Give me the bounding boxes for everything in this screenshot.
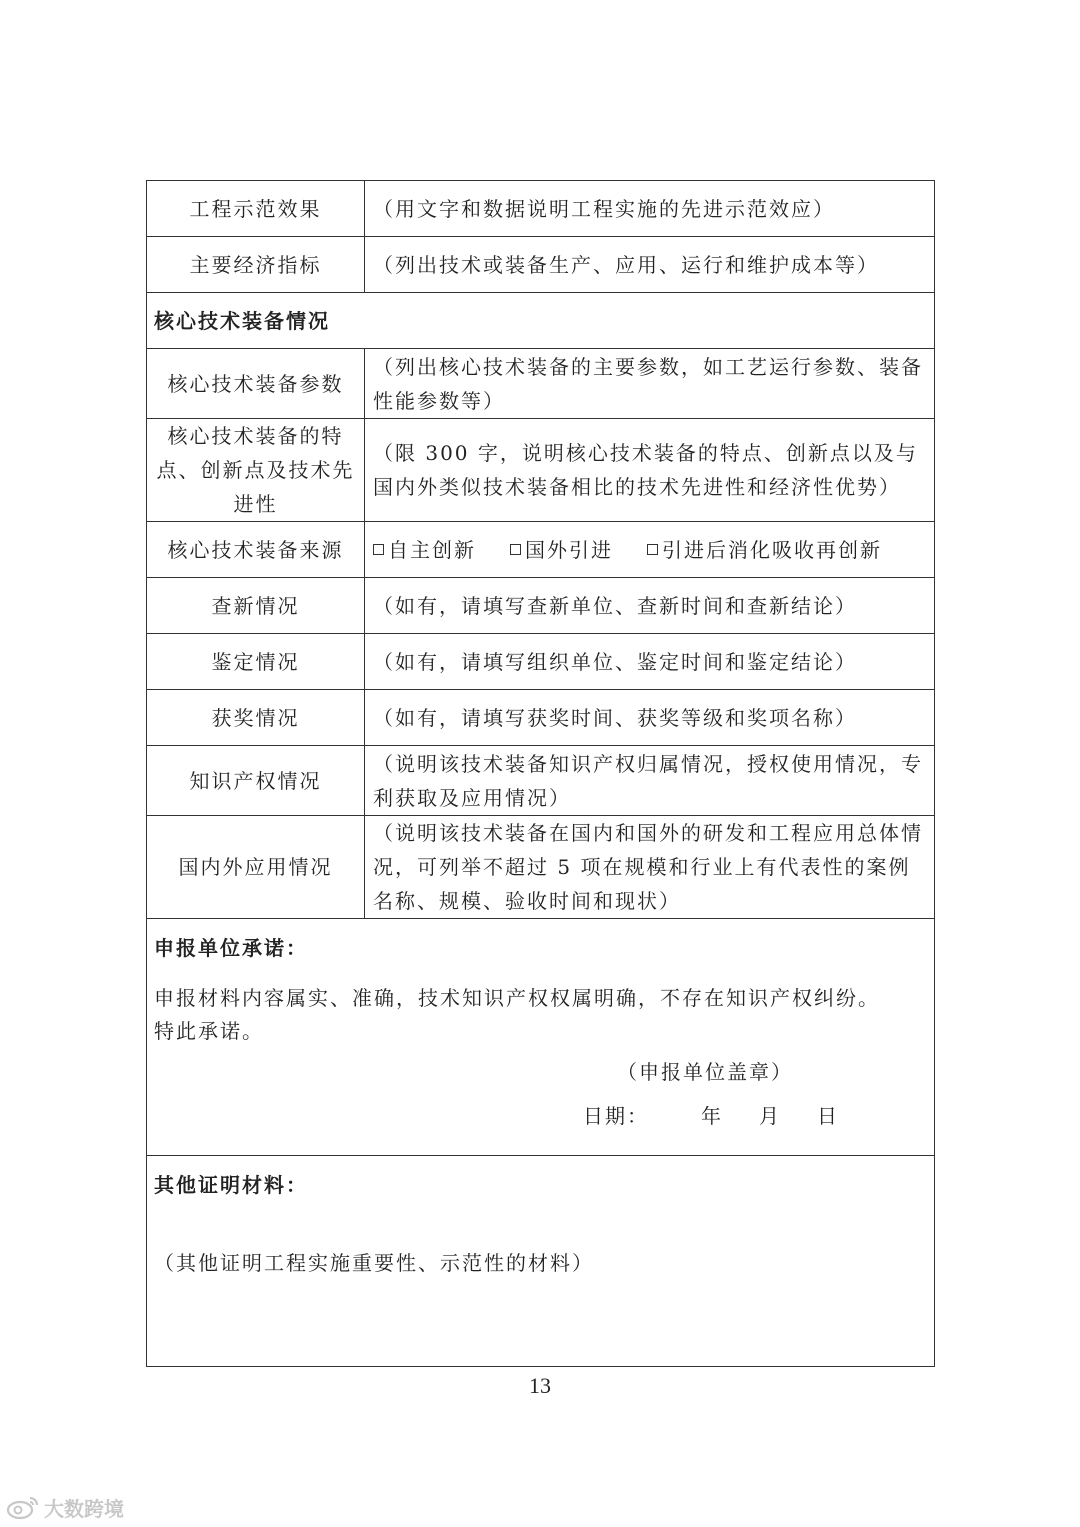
- novelty-search-value[interactable]: （如有，请填写查新单位、查新时间和查新结论）: [365, 578, 935, 634]
- date-day-label: 日: [817, 1104, 839, 1128]
- ip-label: 知识产权情况: [147, 746, 365, 816]
- application-form-table: [146, 180, 935, 1367]
- core-source-label: 核心技术装备来源: [147, 522, 365, 578]
- core-section-title: 核心技术装备情况: [147, 293, 935, 349]
- table-row: [147, 1156, 935, 1367]
- commitment-block: [147, 919, 935, 1156]
- table-row: [147, 634, 935, 690]
- source-option-reinnovation[interactable]: 引进后消化吸收再创新: [647, 538, 882, 562]
- date-field[interactable]: [583, 1099, 839, 1133]
- table-row: [147, 237, 935, 293]
- core-params-value[interactable]: （列出核心技术装备的主要参数，如工艺运行参数、装备性能参数等）: [365, 349, 935, 419]
- watermark: [6, 1492, 124, 1522]
- date-label: 日期：: [583, 1104, 649, 1128]
- core-features-value[interactable]: （限 300 字，说明核心技术装备的特点、创新点以及与国内外类似技术装备相比的技术先进性和经济性优势）: [365, 419, 935, 522]
- other-materials-block: [147, 1156, 935, 1367]
- appraisal-label: 鉴定情况: [147, 634, 365, 690]
- date-year-label: 年: [701, 1104, 723, 1128]
- ip-value[interactable]: （说明该技术装备知识产权归属情况，授权使用情况，专利获取及应用情况）: [365, 746, 935, 816]
- table-row: [147, 419, 935, 522]
- weibo-logo-icon: [6, 1494, 40, 1520]
- demo-effect-label: 工程示范效果: [147, 181, 365, 237]
- appraisal-value[interactable]: （如有，请填写组织单位、鉴定时间和鉴定结论）: [365, 634, 935, 690]
- economic-indicators-value[interactable]: （列出技术或装备生产、应用、运行和维护成本等）: [365, 237, 935, 293]
- table-row: [147, 816, 935, 919]
- core-params-label: 核心技术装备参数: [147, 349, 365, 419]
- application-value[interactable]: （说明该技术装备在国内和国外的研发和工程应用总体情况，可列举不超过 5 项在规模和行业上有代表性的案例名称、规模、验收时间和现状）: [365, 816, 935, 919]
- other-materials-title: 其他证明材料：: [154, 1173, 308, 1197]
- checkbox-icon[interactable]: [647, 544, 658, 555]
- checkbox-icon[interactable]: [510, 544, 521, 555]
- core-source-options: [365, 522, 935, 578]
- commitment-text: 申报材料内容属实、准确，技术知识产权权属明确，不存在知识产权纠纷。: [154, 986, 880, 1010]
- table-row: [147, 919, 935, 1156]
- page-number: 13: [529, 1373, 551, 1398]
- table-row: [147, 349, 935, 419]
- source-option-self-innovation[interactable]: 自主创新: [373, 538, 476, 562]
- awards-label: 获奖情况: [147, 690, 365, 746]
- watermark-text: 大数跨境: [44, 1496, 124, 1521]
- other-materials-hint[interactable]: （其他证明工程实施重要性、示范性的材料）: [154, 1251, 594, 1275]
- application-label: 国内外应用情况: [147, 816, 365, 919]
- economic-indicators-label: 主要经济指标: [147, 237, 365, 293]
- checkbox-icon[interactable]: [373, 544, 384, 555]
- table-row: [147, 690, 935, 746]
- table-row: [147, 522, 935, 578]
- seal-placeholder: （申报单位盖章）: [617, 1060, 793, 1084]
- table-row: [147, 293, 935, 349]
- awards-value[interactable]: （如有，请填写获奖时间、获奖等级和奖项名称）: [365, 690, 935, 746]
- commitment-closing: 特此承诺。: [154, 1019, 264, 1043]
- date-month-label: 月: [759, 1104, 781, 1128]
- commitment-title: 申报单位承诺：: [154, 936, 308, 960]
- core-features-label: 核心技术装备的特点、创新点及技术先进性: [147, 419, 365, 522]
- demo-effect-value[interactable]: （用文字和数据说明工程实施的先进示范效应）: [365, 181, 935, 237]
- table-row: [147, 181, 935, 237]
- source-option-foreign-import[interactable]: 国外引进: [510, 538, 613, 562]
- table-row: [147, 578, 935, 634]
- novelty-search-label: 查新情况: [147, 578, 365, 634]
- table-row: [147, 746, 935, 816]
